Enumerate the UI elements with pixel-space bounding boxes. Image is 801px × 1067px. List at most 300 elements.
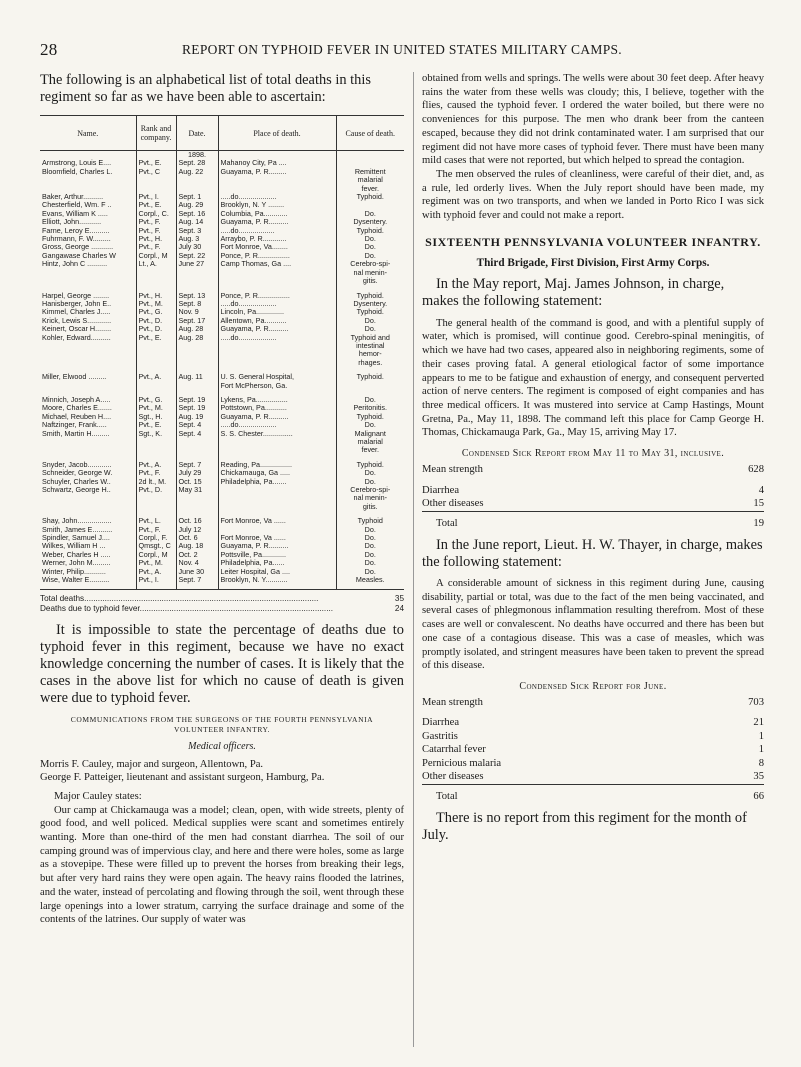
cell-name: Minnich, Joseph A..... [42, 395, 111, 404]
cell-name: Weber, Charles H ..... [42, 550, 111, 559]
may-mean-strength-label: Mean strength [422, 464, 483, 476]
cell-place: Ponce, P. R................ [218, 292, 336, 300]
table-row [40, 421, 404, 429]
disease-count: 21 [753, 717, 764, 729]
cell-place: Arraybo, P. R............ [218, 235, 336, 243]
cell-rank: Pvt., E. [136, 159, 176, 167]
cell-cause: Do. [336, 568, 404, 576]
cell-rank [136, 359, 176, 367]
cell-place [218, 438, 336, 446]
cell-cause: nal menin- [336, 269, 404, 277]
cell-name [40, 277, 136, 285]
july-closing: There is no report from this regiment for the month of July. [422, 810, 747, 844]
cell-place: Leiter Hospital, Ga .... [218, 568, 336, 576]
cell-cause: Typhoid and [336, 334, 404, 342]
disease-row [422, 484, 764, 498]
cell-place: Brooklyn, N. Y........... [218, 576, 336, 589]
deaths-table-header [40, 116, 404, 151]
cell-date: Sept. 19 [176, 396, 218, 404]
cell-rank: Pvt., D. [136, 325, 176, 333]
cell-name: Harpel, George ........ [42, 291, 110, 300]
cell-name: Winter, Philip........... [42, 567, 106, 576]
cell-name [40, 185, 136, 193]
table-row [40, 559, 404, 567]
cell-date: Oct. 16 [176, 517, 218, 525]
cell-place: Guayama, P. R.......... [218, 413, 336, 421]
cell-date: July 29 [176, 469, 218, 477]
cell-date [176, 503, 218, 511]
regiment-heading: SIXTEENTH PENNSYLVANIA VOLUNTEER INFANTRY. [425, 234, 761, 249]
cell-place: Columbia, Pa............ [218, 210, 336, 218]
cell-cause: Do. [336, 252, 404, 260]
cell-cause: Cerebro-spi- [336, 486, 404, 494]
total-deaths-label: Total deaths....................................................................................................... [40, 593, 319, 603]
cell-rank: Pvt., D. [136, 486, 176, 494]
cell-cause: Dysentery. [336, 218, 404, 226]
june-mean-strength-row [422, 696, 764, 710]
col-header-place: Place of death. [218, 116, 336, 151]
cell-cause: Typhoid. [336, 413, 404, 421]
cell-rank: Pvt., A. [136, 568, 176, 576]
cell-cause: rhages. [336, 359, 404, 367]
typhoid-deaths-row [40, 604, 404, 614]
june-total-value: 66 [753, 790, 764, 802]
cell-rank [136, 350, 176, 358]
cell-name: Fuhrmann, F. W......... [42, 235, 111, 244]
cell-cause: Do. [336, 559, 404, 567]
table-row [40, 292, 404, 300]
cell-name: Schwartz, George H.. [42, 486, 111, 495]
table-row [40, 159, 404, 167]
may-mean-strength-row [422, 463, 764, 477]
cell-rank [136, 438, 176, 446]
table-row [40, 373, 404, 381]
medical-officers-heading: Medical officers. [188, 740, 256, 752]
cell-place: Guayama, P. R.......... [218, 325, 336, 333]
june-total-label: Total [436, 790, 458, 802]
disease-count: 4 [758, 484, 764, 496]
cell-cause: intestinal [336, 342, 404, 350]
disease-row [422, 770, 764, 785]
cell-cause: Measles. [336, 576, 404, 589]
cell-place: Pottsville, Pa............ [218, 551, 336, 559]
cell-date: Aug. 11 [176, 373, 218, 381]
cell-cause [336, 201, 404, 209]
cell-date: Sept. 19 [176, 404, 218, 412]
disease-label: Pernicious malaria [422, 757, 502, 769]
typhoid-deaths-label: Deaths due to typhoid fever..................................................................................... [40, 603, 334, 613]
may-mean-strength-value: 628 [748, 464, 764, 476]
cell-name: Smith, Martin H......... [42, 429, 110, 438]
cell-date [176, 185, 218, 193]
table-row [40, 469, 404, 477]
table-row [40, 461, 404, 469]
cell-name: Wise, Walter E.......... [40, 576, 136, 589]
disease-count: 1 [758, 730, 764, 742]
cell-name: Gangawase Charles W [42, 251, 116, 260]
cell-name: Gross, George ........... [42, 243, 114, 252]
cell-cause: malarial [336, 176, 404, 184]
brigade-subheading: Third Brigade, First Division, First Army Corps. [476, 256, 710, 269]
cell-date: Sept. 13 [176, 292, 218, 300]
cell-cause: Remittent [336, 168, 404, 176]
cell-cause: Typhoid. [336, 227, 404, 235]
table-row [40, 168, 404, 176]
cell-rank: Pvt., A. [136, 373, 176, 381]
table-row [40, 404, 404, 412]
cell-date: Sept. 17 [176, 317, 218, 325]
cell-rank: Pvt., G. [136, 308, 176, 316]
running-header [40, 40, 764, 62]
disease-row [422, 716, 764, 730]
cell-place [218, 185, 336, 193]
cell-name [40, 446, 136, 454]
cell-date: Nov. 4 [176, 559, 218, 567]
cell-date: Sept. 22 [176, 252, 218, 260]
cell-rank: Pvt., A. [136, 461, 176, 469]
cell-place: U. S. General Hospital, [218, 373, 336, 381]
table-row [40, 486, 404, 494]
cell-cause: Do. [336, 478, 404, 486]
col-header-date: Date. [176, 116, 218, 151]
left-column [40, 72, 404, 927]
cell-name: Keinert, Oscar H........ [42, 325, 112, 334]
cell-rank [136, 185, 176, 193]
total-deaths-value: 35 [394, 593, 404, 603]
cell-rank: Pvt., F. [136, 243, 176, 251]
cell-name: Evans, William K ..... [42, 209, 108, 218]
table-row [40, 478, 404, 486]
cell-cause: Do. [336, 325, 404, 333]
table-row [40, 176, 404, 184]
cell-date: Sept. 16 [176, 210, 218, 218]
table-row [40, 218, 404, 226]
cell-date: Sept. 4 [176, 421, 218, 429]
cell-rank: Corpl., C. [136, 210, 176, 218]
cell-cause: gitis. [336, 503, 404, 511]
col-header-cause: Cause of death. [336, 116, 404, 151]
cell-rank: Pvt., F. [136, 218, 176, 226]
cell-rank [136, 277, 176, 285]
cell-name [40, 359, 136, 367]
table-row [40, 334, 404, 342]
total-deaths-row [40, 594, 404, 604]
cell-date: Oct. 2 [176, 551, 218, 559]
cell-place [218, 359, 336, 367]
table-row [40, 325, 404, 333]
cell-date [176, 382, 218, 390]
cell-place: Ponce, P. R................ [218, 252, 336, 260]
cell-date [176, 446, 218, 454]
impossible-paragraph: It is impossible to state the percentage of deaths due to typhoid fever in this regiment, because we have no exact knowledge concerning the number of cases. It is likely that the cases in the above list for which no cause of death is given were due to typhoid fever. [40, 621, 404, 706]
table-row [40, 317, 404, 325]
disease-count: 35 [753, 771, 764, 783]
table-row [40, 300, 404, 308]
june-report-intro: In the June report, Lieut. H. W. Thayer, in charge, makes the following statement: [422, 537, 763, 571]
may-disease-rows [422, 484, 764, 512]
cell-rank: Pvt., H. [136, 292, 176, 300]
cell-date: May 31 [176, 486, 218, 494]
cell-date: Sept. 4 [176, 430, 218, 438]
cell-cause [336, 382, 404, 390]
cell-cause: Dysentery. [336, 300, 404, 308]
cell-rank: Pvt., I. [136, 576, 176, 589]
cell-date: Aug. 19 [176, 413, 218, 421]
cell-rank [136, 176, 176, 184]
table-row [40, 430, 404, 438]
officer-cauley: Morris F. Cauley, major and surgeon, Allentown, Pa. [40, 758, 264, 770]
cell-rank: Qmsgt., C [136, 542, 176, 550]
table-row [40, 526, 404, 534]
cell-date: Aug. 29 [176, 201, 218, 209]
cell-cause: Do. [336, 469, 404, 477]
cell-date: Aug. 28 [176, 334, 218, 342]
cell-rank: Corpl., F. [136, 534, 176, 542]
running-title: REPORT ON TYPHOID FEVER IN UNITED STATES MILITARY CAMPS. [182, 42, 622, 57]
table-row [40, 227, 404, 235]
cell-cause: hemor- [336, 350, 404, 358]
cell-name: Schuyler, Charles W.. [42, 477, 111, 486]
cell-name [40, 269, 136, 277]
cell-rank: Pvt., E. [136, 334, 176, 342]
disease-count: 8 [758, 757, 764, 769]
cell-cause: Do. [336, 235, 404, 243]
cell-date [176, 494, 218, 502]
cell-cause: Do. [336, 210, 404, 218]
cell-rank [136, 382, 176, 390]
cell-name: Shay, John................. [42, 517, 112, 526]
cell-date [176, 342, 218, 350]
cell-date: Aug. 28 [176, 325, 218, 333]
cell-place [218, 494, 336, 502]
cell-cause: Do. [336, 243, 404, 251]
cell-place: Fort McPherson, Ga. [218, 382, 336, 390]
cell-cause: nal menin- [336, 494, 404, 502]
cell-name: Miller, Elwood ......... [42, 373, 107, 382]
cell-name: Smith, James E.......... [42, 525, 113, 534]
cell-place [218, 503, 336, 511]
cell-rank: Corpl., M [136, 551, 176, 559]
cell-date: Sept. 3 [176, 227, 218, 235]
cell-name [40, 342, 136, 350]
chickamauga-paragraph: Our camp at Chickamauga was a model; clean, open, with wide streets, plenty of good food, and well policed. Medical supplies were scant and sometimes entirely wanting. More than one-third of the men had constant diarrhea. The soil of our camping ground was of impervious clay, and here and there were holes, some as large as a stovepipe. These were filled up to prevent the horses from breaking their legs, but after very hard rains they were open again. The heavy rains flooded the latrines, and the water, instead of percolating and flowing through the soil, went through these large openings into a lower stratum, carrying the surface drainage and some of the contents of the latrines. Our supply of water was [40, 804, 404, 926]
table-row [40, 193, 404, 201]
table-row [40, 185, 404, 193]
cell-place [218, 446, 336, 454]
cell-name: Baker, Arthur.......... [42, 193, 104, 202]
cell-place: Guayama, P. R.......... [218, 542, 336, 550]
cell-rank: Pvt., F. [136, 469, 176, 477]
cell-place: Guayama, P. R......... [218, 168, 336, 176]
table-row [40, 551, 404, 559]
cell-date: July 12 [176, 526, 218, 534]
cell-place: S. S. Chester............... [218, 430, 336, 438]
table-row [40, 243, 404, 251]
cell-name: Moore, Charles E....... [42, 404, 112, 413]
column-divider [413, 72, 414, 1047]
disease-label: Gastritis [422, 730, 458, 742]
may-total-value: 19 [753, 517, 764, 529]
cell-rank: 2d lt., M. [136, 478, 176, 486]
cell-rank: Pvt., E. [136, 201, 176, 209]
communications-heading: COMMUNICATIONS FROM THE SURGEONS OF THE FOURTH PENNSYLVANIA VOLUNTEER INFANTRY. [70, 714, 374, 734]
cell-date: Sept. 1 [176, 193, 218, 201]
table-row [40, 350, 404, 358]
table-row [40, 382, 404, 390]
cell-name [40, 494, 136, 502]
cell-date: Oct. 6 [176, 534, 218, 542]
cell-cause: Typhoid. [336, 193, 404, 201]
table-row [40, 438, 404, 446]
cell-name: Werner, John M......... [42, 559, 111, 568]
disease-label: Other diseases [422, 771, 484, 783]
cell-name: Spindler, Samuel J.... [42, 534, 110, 543]
cell-date [176, 176, 218, 184]
cell-name [40, 382, 136, 390]
cell-place [218, 350, 336, 358]
cell-name: Naftzinger, Frank..... [42, 421, 107, 430]
cell-rank: Pvt., E. [136, 421, 176, 429]
cell-rank: Corpl., M [136, 252, 176, 260]
cell-cause: Do. [336, 317, 404, 325]
may-total-label: Total [436, 517, 458, 529]
cauley-states: Major Cauley states: [54, 790, 142, 802]
cell-cause: Typhoid [336, 517, 404, 525]
cell-name [40, 438, 136, 446]
table-row [40, 359, 404, 367]
cell-rank: Pvt., M. [136, 300, 176, 308]
cell-rank [136, 494, 176, 502]
june-mean-strength-value: 703 [748, 696, 764, 708]
cell-place: Lykens, Pa................ [218, 396, 336, 404]
year-row [40, 151, 404, 160]
cell-rank: Pvt., F. [136, 227, 176, 235]
cell-date [176, 269, 218, 277]
cell-date [176, 359, 218, 367]
cell-rank [136, 269, 176, 277]
cell-rank: Pvt., G. [136, 396, 176, 404]
june-disease-rows [422, 716, 764, 785]
table-row [40, 201, 404, 209]
cell-date [176, 277, 218, 285]
cell-cause: Typhoid. [336, 292, 404, 300]
table-row [40, 446, 404, 454]
col-header-name: Name. [40, 116, 136, 151]
cell-place: .....do................... [218, 421, 336, 429]
cell-place [218, 526, 336, 534]
disease-label: Diarrhea [422, 484, 460, 496]
cell-cause: Malignant [336, 430, 404, 438]
cell-date: July 30 [176, 243, 218, 251]
cell-cause: Do. [336, 534, 404, 542]
cell-rank: Sgt., K. [136, 430, 176, 438]
page-number: 28 [40, 40, 58, 59]
cell-rank: Sgt., H. [136, 413, 176, 421]
cell-cause: Do. [336, 396, 404, 404]
cell-cause: Do. [336, 526, 404, 534]
table-row [40, 342, 404, 350]
cell-name: Michael, Reuben H.... [42, 412, 112, 421]
typhoid-deaths-value: 24 [394, 603, 404, 613]
may-total-row [422, 517, 764, 531]
deaths-table [40, 115, 404, 590]
disease-row [422, 743, 764, 757]
cell-rank: Pvt., M. [136, 404, 176, 412]
cell-rank: Pvt., M. [136, 559, 176, 567]
table-row [40, 503, 404, 511]
cell-cause: Do. [336, 542, 404, 550]
cell-date: Aug. 18 [176, 542, 218, 550]
year-label: 1898. [176, 151, 218, 160]
cell-place [218, 269, 336, 277]
cell-cause: Peritonitis. [336, 404, 404, 412]
cell-name: Hanisberger, John E.. [42, 299, 112, 308]
cell-place: Chickamauga, Ga ..... [218, 469, 336, 477]
wells-paragraph: obtained from wells and springs. The wells were about 30 feet deep. After heavy rains the water from these wells was cloudy; this, I believe, together with the flies, caused the typhoid fever. I ordered the water boiled, but there were no conveniences for this purpose. The men who drank beer from the canteen escaped, because they did not drink contaminated water. I am surprised that our regiment did not have more cases of typhoid fever. There must have been many mild cases that were not reported, but which helped to spread the contagion. [422, 73, 764, 167]
cell-date: Nov. 9 [176, 308, 218, 316]
cell-rank [136, 446, 176, 454]
table-row [40, 308, 404, 316]
cell-name [40, 350, 136, 358]
col-header-rank: Rank and company. [136, 116, 176, 151]
cleanliness-paragraph: The men observed the rules of cleanliness, were careful of their diet, and, as a rule, led orderly lives. When the July report should have been made, my regiment was on two transports, and when we landed in Porto Rico I was sick with typhoid fever and could not make a report. [422, 168, 764, 222]
cell-date: June 27 [176, 260, 218, 268]
cell-cause [336, 159, 404, 167]
table-row [40, 568, 404, 576]
table-row [40, 396, 404, 404]
cell-place: Allentown, Pa........... [218, 317, 336, 325]
table-row [40, 260, 404, 268]
cell-cause: Typhoid. [336, 373, 404, 381]
june-report-title: Condensed Sick Report for June. [519, 680, 667, 692]
cell-cause: malarial [336, 438, 404, 446]
table-row [40, 269, 404, 277]
cell-name: Krick, Lewis S............ [42, 316, 112, 325]
cell-cause: Typhoid. [336, 461, 404, 469]
cell-place [218, 277, 336, 285]
disease-row [422, 497, 764, 512]
cell-place: .....do................... [218, 300, 336, 308]
cell-place: Reading, Pa................ [218, 461, 336, 469]
cell-place: Philadelphia, Pa....... [218, 478, 336, 486]
cell-date: Sept. 8 [176, 300, 218, 308]
table-row [40, 576, 404, 589]
deaths-table-body [40, 151, 404, 590]
cell-place: Guayama, P. R.......... [218, 218, 336, 226]
cell-place: .....do................... [218, 334, 336, 342]
table-row [40, 494, 404, 502]
may-report-intro: In the May report, Maj. James Johnson, in charge, makes the following statement: [422, 275, 725, 309]
cell-place: .....do................... [218, 193, 336, 201]
cell-date: Aug. 22 [176, 168, 218, 176]
cell-cause: Cerebro-spi- [336, 260, 404, 268]
general-health-paragraph: The general health of the command is good, and with a plentiful supply of water, which is promised, will continue good. Cerebro-spinal meningitis, of which we have had two cases, appeared also in neighboring regiments, some of their cases proving fatal. A general etiological factor of some importance appears to me to be fatigue and exhaustion of energy, and consequent perverted action of nerve centers. The regiment is composed of eight companies and has three medical officers. It was mustered into service at Camp Hastings, Mount Gretna, Pa., May 11, 1898. The command left this place for Camp George H. Thomas, Chickamauga Park, Ga., May 15, arriving May 17. [422, 317, 764, 439]
cell-cause: fever. [336, 185, 404, 193]
cell-place: Fort Monroe, Va........ [218, 243, 336, 251]
cell-name: Farne, Leroy E.......... [42, 226, 110, 235]
cell-name: Kohler, Edward.......... [42, 333, 111, 342]
cell-rank: Pvt., D. [136, 317, 176, 325]
disease-row [422, 757, 764, 771]
cell-date: Sept. 7 [176, 461, 218, 469]
cell-cause: Do. [336, 551, 404, 559]
cell-rank [136, 342, 176, 350]
table-row [40, 542, 404, 550]
cell-place: Mahanoy City, Pa .... [218, 159, 336, 167]
cell-name: Elliott, John........... [42, 218, 102, 227]
cell-name: Wilkes, William H ... [42, 542, 106, 551]
cell-name: Snyder, Jacob............ [42, 460, 112, 469]
